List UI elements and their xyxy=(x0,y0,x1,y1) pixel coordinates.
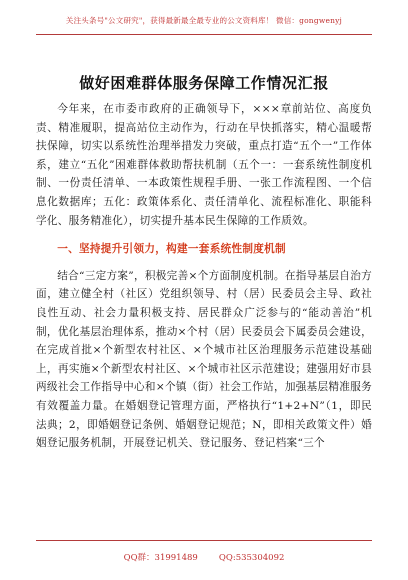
paragraph-section-1: 结合“三定方案”，积极完善×个方面制度机制。在指导基层自治方面，建立健全村（社区）党组织领导、村（居）民委员会主导、政社良性互动、社会力量积极支持、居民群众广泛参与的“能动善治”机制，优化基层治理体系，推动×个村（居）民委员会下属委员会建设，在完成首批×个新型农村社区、×个城市社区治理服务示范建设基础上，再实施×个新型农村社区、×个城市社区示范建设；建强用好市县两级社会工作指导中心和×个镇（街）社会工作站，加强基层精准服务有效覆盖力量。在婚姻登记管理方面，严格执行“1+2+N”（1，即民法典；2，即婚姻登记条例、婚姻登记规范；N，即相关政策文件）婚姻登记服务机制，开展登记机关、登记服务、登记档案“三个 xyxy=(36,269,372,450)
section-heading: 一、坚持提升引领力，构建一套系统性制度机制 xyxy=(57,243,286,256)
footer-qq-group: QQ群：31991489 xyxy=(123,553,198,563)
header-notice: 关注头条号"公文研究"，获得最新最全最专业的公文资料库！ 微信：gongwenyj xyxy=(65,16,343,25)
document-title: 做好困难群体服务保障工作情况汇报 xyxy=(79,74,329,92)
footer-qq: QQ:535304092 xyxy=(218,553,285,563)
paragraph-intro: 今年来，在市委市政府的正确领导下，×××章前站位、高度负责、精准履职，提高站位主动作为，行动在早快抓落实，精心温暖帮扶保障，切实以系统性治理举措发力突破，重点打造“五个一”工作体系，建立“五化”困难群体救助帮扶机制（五个一：一套系统性制度机制、一份责任清单、一本政策性规程手册、一张工作流程图、一个信息化数据库；五化：政策体系化、责任清单化、流程标准化、职能科学化、服务精准化），切实提升基本民生保障的工作质效。 xyxy=(36,103,372,227)
page-header xyxy=(36,8,372,35)
document-body xyxy=(36,100,372,453)
page-footer xyxy=(36,540,372,564)
